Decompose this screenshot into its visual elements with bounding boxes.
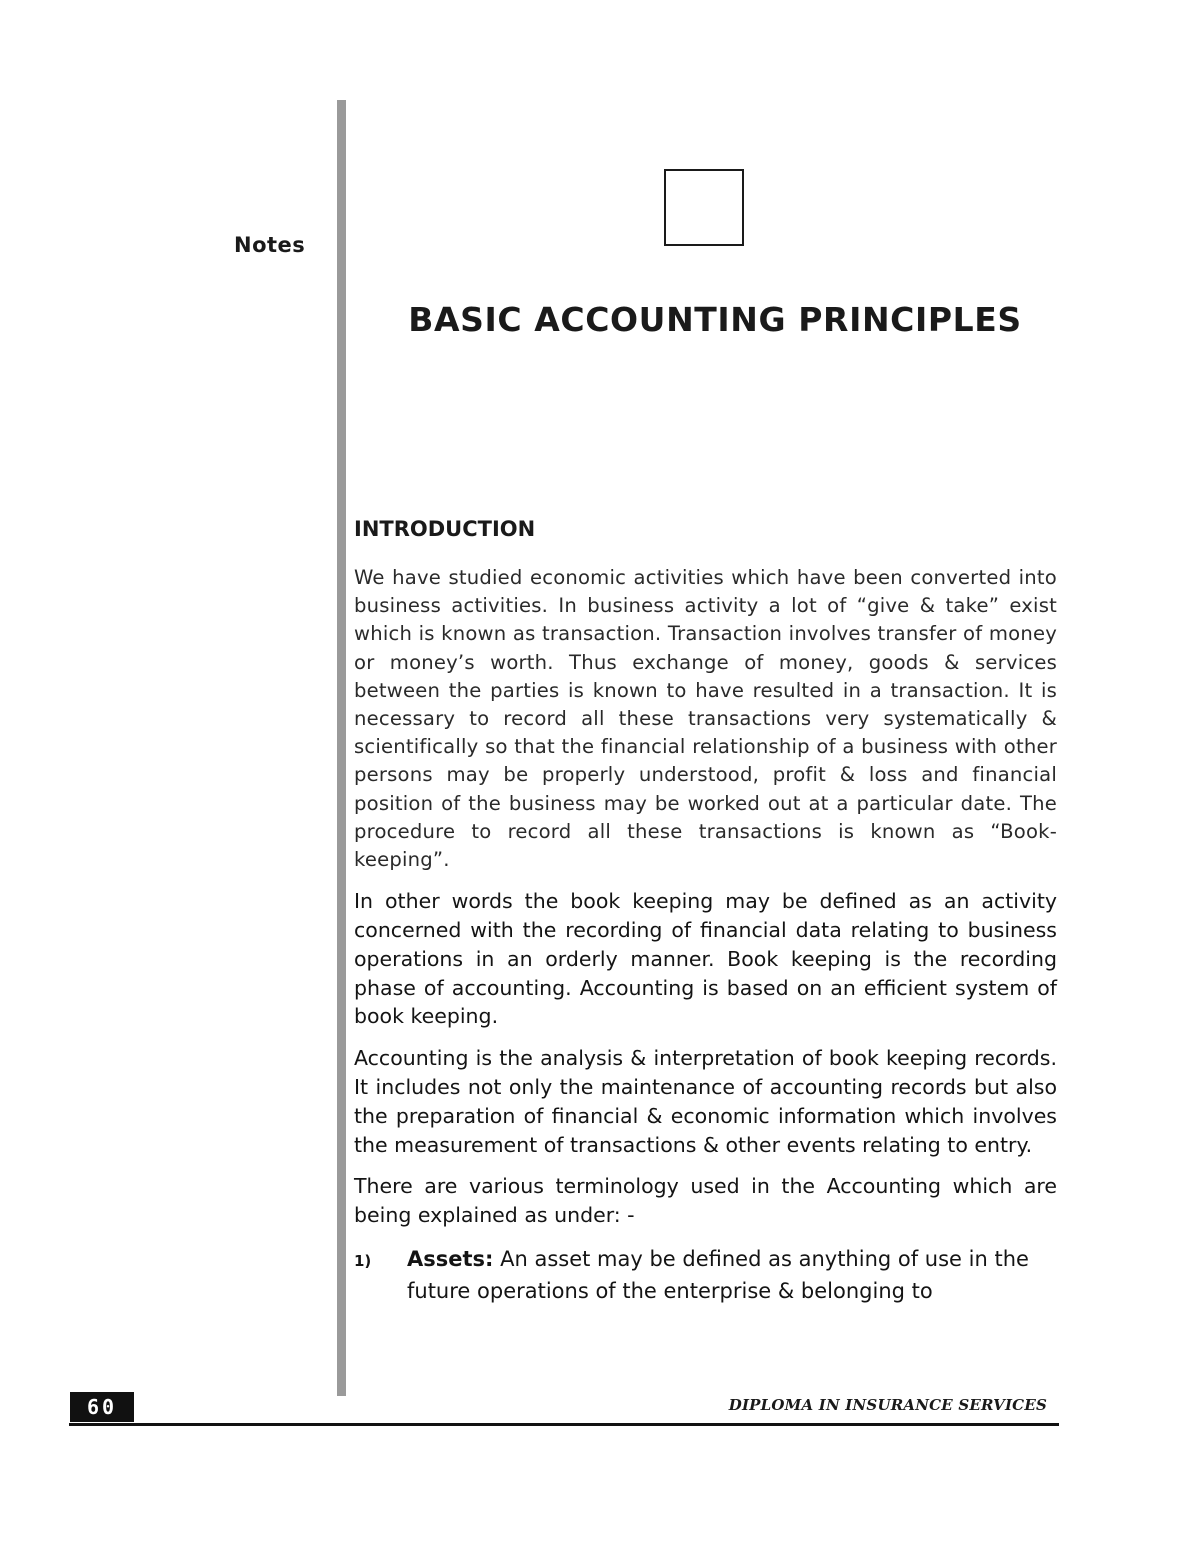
list-item bbox=[354, 1243, 1057, 1307]
chapter-number-box bbox=[664, 169, 744, 246]
footer-publication-title: DIPLOMA IN INSURANCE SERVICES bbox=[728, 1396, 1047, 1414]
margin-divider bbox=[337, 100, 346, 1396]
main-content bbox=[354, 514, 1057, 1307]
list-item-number: 1) bbox=[354, 1252, 372, 1270]
section-heading: INTRODUCTION bbox=[354, 517, 536, 541]
terminology-intro-paragraph: There are various terminology used in the Accounting which are being explained as under: - bbox=[354, 1174, 1057, 1228]
intro-paragraph: We have studied economic activities which have been converted into business activities. In business activity a lot of “give & take” exist which is known as transaction. Transaction involves transfer of money or money’s worth. Thus exchange of money, goods & services between the parties is known to have resulted in a transaction. It is necessary to record all these transactions very systematically & scientifically so that the financial relationship of a business with other persons may be properly understood, profit & loss and financial position of the business may be worked out at a particular date. The procedure to record all these transactions is known as “Book-keeping”. bbox=[354, 566, 1057, 872]
bookkeeping-definition-paragraph: In other words the book keeping may be defined as an activity concerned with the recording of financial data relating to business operations in an orderly manner. Book keeping is the recording phase of accounting. Accounting is based on an efficient system of book keeping. bbox=[354, 889, 1057, 1029]
footer-rule bbox=[69, 1423, 1059, 1426]
chapter-title: BASIC ACCOUNTING PRINCIPLES bbox=[408, 300, 1022, 339]
list-item-body bbox=[407, 1243, 1057, 1307]
notes-margin-label: Notes bbox=[234, 233, 306, 257]
list-item-term: Assets: bbox=[407, 1247, 494, 1271]
accounting-definition-paragraph: Accounting is the analysis & interpretation of book keeping records. It includes not only the maintenance of accounting records but also the preparation of financial & economic information which involves the measurement of transactions & other events relating to entry. bbox=[354, 1046, 1057, 1157]
page-number-badge: 60 bbox=[70, 1392, 134, 1422]
list-item-text: An asset may be defined as anything of use in the future operations of the enterprise & belonging to bbox=[407, 1247, 1029, 1303]
